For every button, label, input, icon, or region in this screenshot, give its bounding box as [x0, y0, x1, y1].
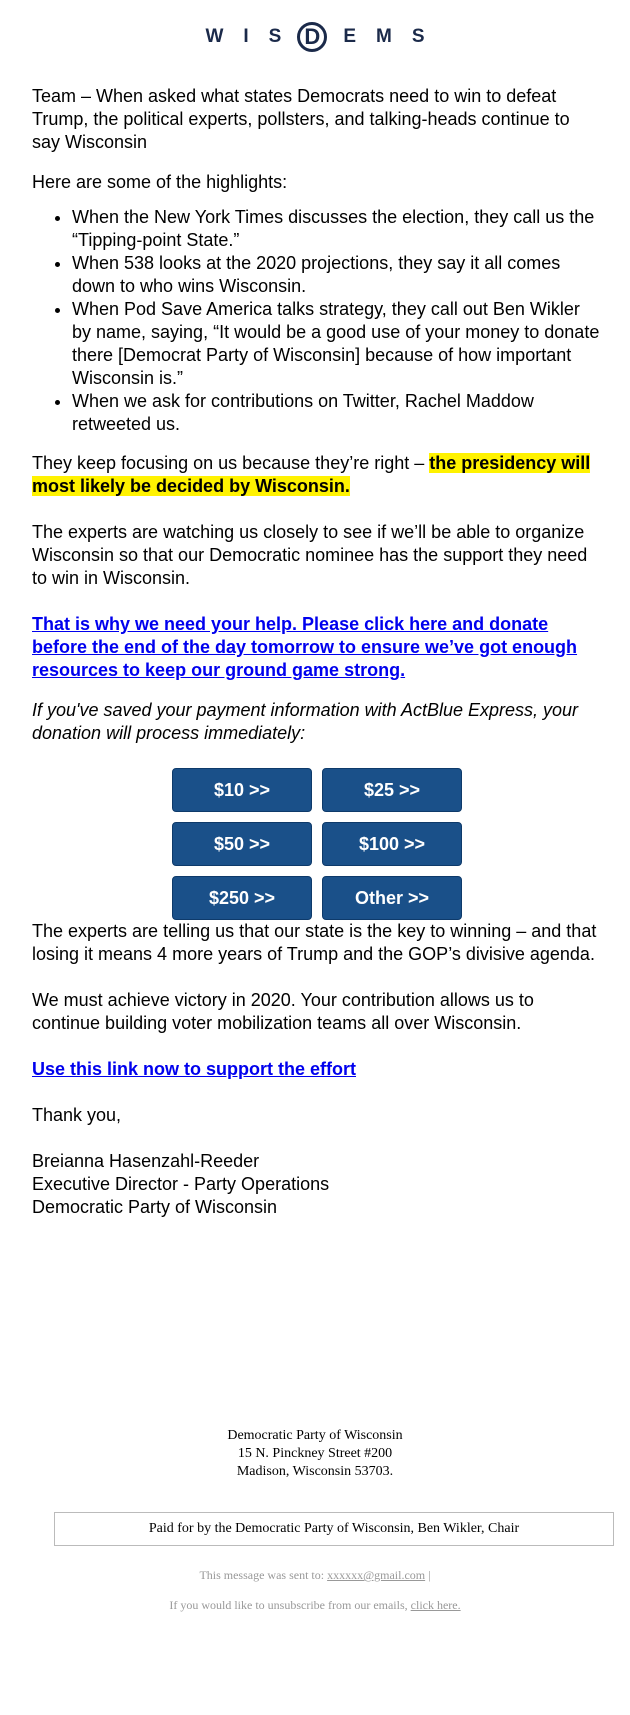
logo-letter-e: E	[343, 26, 357, 47]
support-link[interactable]: Use this link now to support the effort	[32, 1059, 356, 1079]
unsubscribe-link[interactable]: click here.	[410, 1598, 461, 1612]
signature-org: Democratic Party of Wisconsin	[32, 1197, 278, 1217]
paid-for-text: Paid for by the Democratic Party of Wisconsin, Ben Wikler, Chair	[148, 1521, 520, 1536]
donate-link[interactable]: That is why we need your help. Please click here and donate before the end of the day tomorrow to ensure we’ve got enough resources to keep our ground game strong.	[32, 614, 578, 680]
wisdems-logo	[0, 22, 630, 52]
sent-to-email-link[interactable]: xxxxxx@gmail.com	[327, 1568, 426, 1582]
focus-paragraph	[32, 452, 602, 498]
sent-to-suffix: |	[425, 1568, 431, 1582]
highlights-list	[32, 206, 602, 436]
list-item: • When 538 looks at the 2020 projections, they say it all comes down to who wins Wisconsin.	[72, 252, 602, 298]
logo-letter-s2: S	[411, 26, 425, 47]
focus-highlight: the presidency will most likely be decided by Wisconsin.	[32, 453, 591, 496]
logo-letter-w: W	[205, 26, 224, 47]
logo-letter-s: S	[268, 26, 282, 47]
signature-title: Executive Director - Party Operations	[32, 1174, 330, 1194]
unsubscribe-line	[0, 1598, 630, 1613]
list-item: • When the New York Times discusses the election, they call us the “Tipping-point State.”	[72, 206, 602, 252]
list-item: • When we ask for contributions on Twitter, Rachel Maddow retweeted us.	[72, 390, 602, 436]
footer-address	[0, 1427, 630, 1481]
actblue-note: If you've saved your payment information with ActBlue Express, your donation will process immediately:	[32, 700, 579, 743]
thanks-text: Thank you,	[32, 1105, 122, 1125]
sent-to-line	[0, 1568, 630, 1583]
footer-org: Democratic Party of Wisconsin	[227, 1428, 403, 1443]
highlights-heading: Here are some of the highlights:	[32, 172, 288, 192]
donate-50-button[interactable]: $50 >>	[172, 822, 312, 866]
experts-watching-paragraph: The experts are watching us closely to see if we’ll be able to organize Wisconsin so that our Democratic nominee has the support they need to win in Wisconsin.	[32, 522, 588, 588]
logo-letter-m: M	[376, 26, 392, 47]
footer-city: Madison, Wisconsin 53703.	[236, 1464, 394, 1479]
donate-25-button[interactable]: $25 >>	[322, 768, 462, 812]
experts-telling-paragraph: The experts are telling us that our state is the key to winning – and that losing it means 4 more years of Trump and the GOP’s divisive agenda.	[32, 921, 597, 964]
logo-letter-d: D	[304, 24, 321, 49]
intro-paragraph: Team – When asked what states Democrats need to win to defeat Trump, the political experts, pollsters, and talking-heads continue to say Wisconsin	[32, 86, 570, 152]
unsubscribe-prefix: If you would like to unsubscribe from our emails,	[169, 1598, 411, 1612]
list-item: • When Pod Save America talks strategy, they call out Ben Wikler by name, saying, “It would be a good use of your money to donate there [Democrat Party of Wisconsin] because of how important Wisconsin is.”	[72, 298, 602, 390]
logo-letter-i: I	[243, 26, 249, 47]
paid-for-disclaimer	[54, 1512, 614, 1546]
donate-250-button[interactable]: $250 >>	[172, 876, 312, 920]
donation-buttons	[172, 768, 462, 920]
email-body	[32, 85, 602, 1219]
signature-name: Breianna Hasenzahl-Reeder	[32, 1151, 260, 1171]
logo-d-circle-icon	[297, 22, 327, 52]
donate-10-button[interactable]: $10 >>	[172, 768, 312, 812]
donate-100-button[interactable]: $100 >>	[322, 822, 462, 866]
sent-to-prefix: This message was sent to:	[199, 1568, 328, 1582]
victory-paragraph: We must achieve victory in 2020. Your contribution allows us to continue building voter mobilization teams all over Wisconsin.	[32, 990, 534, 1033]
footer-street: 15 N. Pinckney Street #200	[237, 1446, 393, 1461]
focus-text: They keep focusing on us because they’re right –	[32, 453, 430, 473]
donate-other-button[interactable]: Other >>	[322, 876, 462, 920]
